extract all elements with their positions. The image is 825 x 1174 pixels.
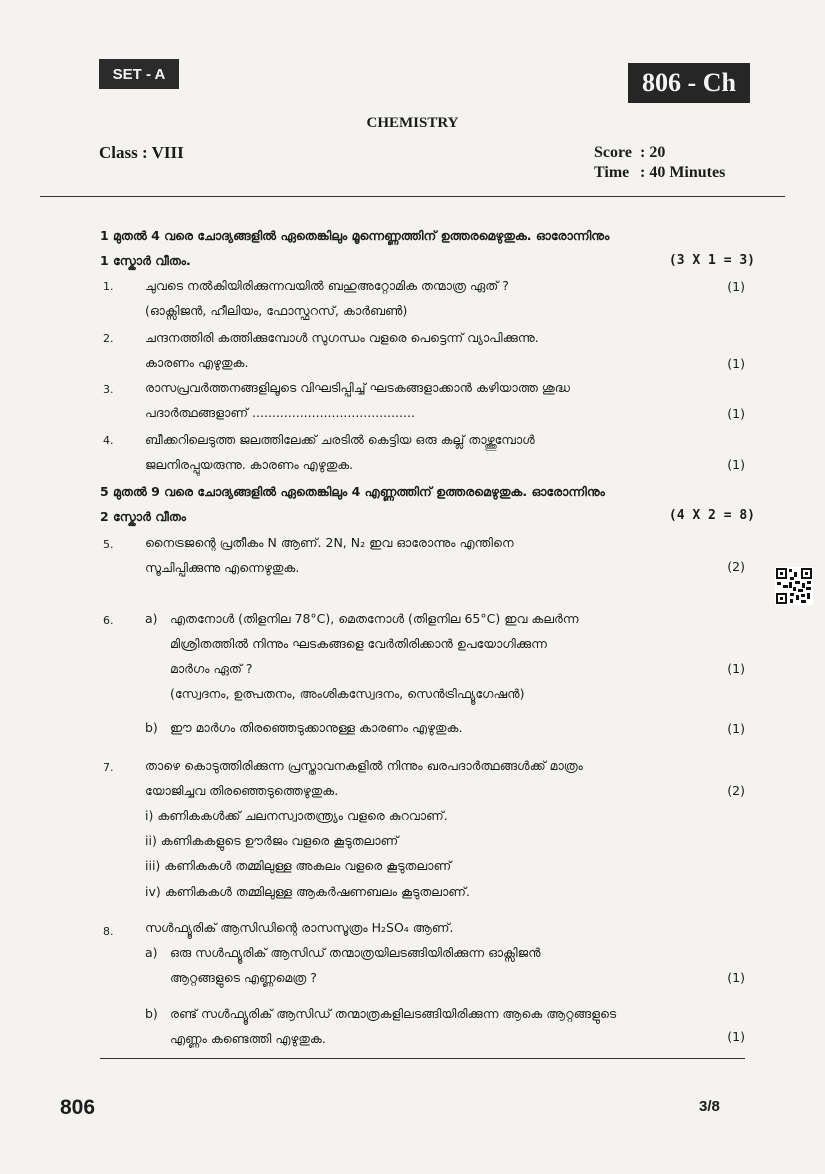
question-7-option: iv) കണികകൾ തമ്മിലുള്ള ആകർഷണബലം കൂടുതലാണ്. [145, 884, 470, 899]
subject-title: CHEMISTRY [366, 115, 459, 131]
question-3-mark: (1) [727, 406, 745, 421]
question-7-option: i) കണികകൾക്ക് ചലനസ്വാതന്ത്ര്യം വളരെ കുറവാണ്. [145, 808, 448, 823]
section-1-instruction: 1 മുതൽ 4 വരെ ചോദ്യങ്ങളിൽ ഏതെങ്കിലും മൂന്നെണ്ണത്തിന് ഉത്തരമെഴുതുക. ഓരോന്നിനും [100, 228, 610, 243]
question-8b-text: രണ്ട് സൾഫ്യൂരിക് ആസിഡ് തന്മാത്രകളിലടങ്ങിയിരിക്കുന്ന ആകെ ആറ്റങ്ങളുടെ [170, 1006, 617, 1021]
question-6b-mark: (1) [727, 721, 745, 736]
question-8a-text-cont: ആറ്റങ്ങളുടെ എണ്ണമെത്ര ? [170, 970, 317, 985]
question-5-text-cont: സൂചിപ്പിക്കുന്നു എന്നെഴുതുക. [145, 560, 300, 575]
question-number: 8. [103, 925, 114, 938]
section-2-instruction: 5 മുതൽ 9 വരെ ചോദ്യങ്ങളിൽ ഏതെങ്കിലും 4 എണ്ണത്തിന് ഉത്തരമെഴുതുക. ഓരോന്നിനും [100, 484, 605, 499]
footer-divider [100, 1058, 745, 1059]
question-number: 3. [103, 383, 114, 396]
question-6b-text: ഈ മാർഗം തിരഞ്ഞെടുക്കാനുള്ള കാരണം എഴുതുക. [170, 720, 463, 735]
question-2-text: ചന്ദനത്തിരി കത്തിക്കുമ്പോൾ സുഗന്ധം വളരെ പെട്ടെന്ന് വ്യാപിക്കുന്നു. [145, 330, 539, 345]
question-6a-label: a) [145, 611, 158, 626]
section-1-instruction-cont: 1 സ്കോർ വീതം. [100, 253, 191, 268]
question-8b-label: b) [145, 1006, 158, 1021]
question-6a-text: എതനോൾ (തിളനില 78°C), മെതനോൾ (തിളനില 65°C) ഇവ കലർന്ന [170, 611, 579, 626]
question-2-mark: (1) [727, 356, 745, 371]
question-8-text: സൾഫ്യൂരിക് ആസിഡിന്റെ രാസസൂത്രം H₂SO₄ ആണ്. [145, 920, 454, 935]
question-number: 1. [103, 280, 114, 293]
question-4-mark: (1) [727, 457, 745, 472]
question-8a-mark: (1) [727, 970, 745, 985]
score-label [594, 144, 665, 162]
question-5-mark: (2) [727, 559, 745, 574]
question-2-text-cont: കാരണം എഴുതുക. [145, 355, 249, 370]
time-label [594, 164, 725, 182]
header-divider [40, 196, 785, 197]
question-3-text: രാസപ്രവർത്തനങ്ങളിലൂടെ വിഘടിപ്പിച്ച് ഘടകങ്ങളാക്കാൻ കഴിയാത്ത ശുദ്ധ [145, 380, 570, 395]
question-1-text: ചുവടെ നൽകിയിരിക്കുന്നവയിൽ ബഹുഅറ്റോമിക തന്മാത്ര ഏത് ? [145, 278, 509, 293]
set-label-badge: SET - A [99, 59, 179, 89]
question-6a-text-cont: മിശ്രിതത്തിൽ നിന്നും ഘടകങ്ങളെ വേർതിരിക്കാൻ ഉപയോഗിക്കുന്ന [170, 636, 547, 651]
page-number: 3/8 [699, 1098, 720, 1115]
question-1-options: (ഓക്സിജൻ, ഹീലിയം, ഫോസ്ഫറസ്, കാർബൺ) [145, 303, 408, 318]
time-key: Time [594, 164, 630, 181]
question-6a-options: (സ്വേദനം, ഉത്പതനം, അംശികസ്വേദനം, സെൻട്രിഫ്യൂഗേഷൻ) [170, 686, 525, 701]
question-7-text-cont: യോജിച്ചവ തിരഞ്ഞെടുത്തെഴുതുക. [145, 783, 339, 798]
question-6a-mark: (1) [727, 661, 745, 676]
question-8a-label: a) [145, 945, 158, 960]
question-7-option: iii) കണികകൾ തമ്മിലുള്ള അകലം വളരെ കൂടുതലാണ് [145, 858, 452, 873]
question-7-text: താഴെ കൊടുത്തിരിക്കുന്ന പ്രസ്താവനകളിൽ നിന്നും ഖരപദാർത്ഥങ്ങൾക്ക് മാത്രം [145, 758, 583, 773]
question-number: 5. [103, 538, 114, 551]
question-3-text-cont: പദാർത്ഥങ്ങളാണ് ......................................... [145, 405, 415, 420]
question-4-text-cont: ജലനിരപ്പുയരുന്നു. കാരണം എഴുതുക. [145, 457, 354, 472]
section-2-score-ratio: (4 X 2 = 8) [668, 508, 755, 523]
footer-paper-code: 806 [60, 1096, 96, 1119]
qr-code-icon [775, 567, 813, 605]
question-6b-label: b) [145, 720, 158, 735]
section-1-score-ratio: (3 X 1 = 3) [668, 253, 755, 268]
question-8b-text-cont: എണ്ണം കണ്ടെത്തി എഴുതുക. [170, 1031, 326, 1046]
score-value: : 20 [640, 144, 666, 161]
question-4-text: ബീക്കറിലെടുത്ത ജലത്തിലേക്ക് ചരടിൽ കെട്ടിയ ഒരു കല്ല് താഴ്ത്തുമ്പോൾ [145, 432, 535, 447]
question-7-mark: (2) [727, 783, 745, 798]
class-label: Class : VIII [99, 143, 184, 162]
paper-code-badge: 806 - Ch [628, 63, 750, 103]
question-7-option: ii) കണികകളുടെ ഊർജം വളരെ കൂടുതലാണ് [145, 833, 399, 848]
section-2-instruction-cont: 2 സ്കോർ വീതം [100, 509, 187, 524]
question-number: 6. [103, 614, 114, 627]
question-number: 2. [103, 332, 114, 345]
question-6a-text-cont2: മാർഗം ഏത് ? [170, 661, 253, 676]
question-number: 4. [103, 434, 114, 447]
question-8a-text: ഒരു സൾഫ്യൂരിക് ആസിഡ് തന്മാത്രയിലടങ്ങിയിരിക്കുന്ന ഓക്സിജൻ [170, 945, 541, 960]
time-value: : 40 Minutes [640, 164, 726, 181]
question-1-mark: (1) [727, 279, 745, 294]
question-5-text: നൈട്രജന്റെ പ്രതീകം N ആണ്. 2N, N₂ ഇവ ഓരോന്നും എന്തിനെ [145, 535, 514, 550]
score-key: Score [594, 144, 632, 161]
question-number: 7. [103, 761, 114, 774]
question-8b-mark: (1) [727, 1029, 745, 1044]
